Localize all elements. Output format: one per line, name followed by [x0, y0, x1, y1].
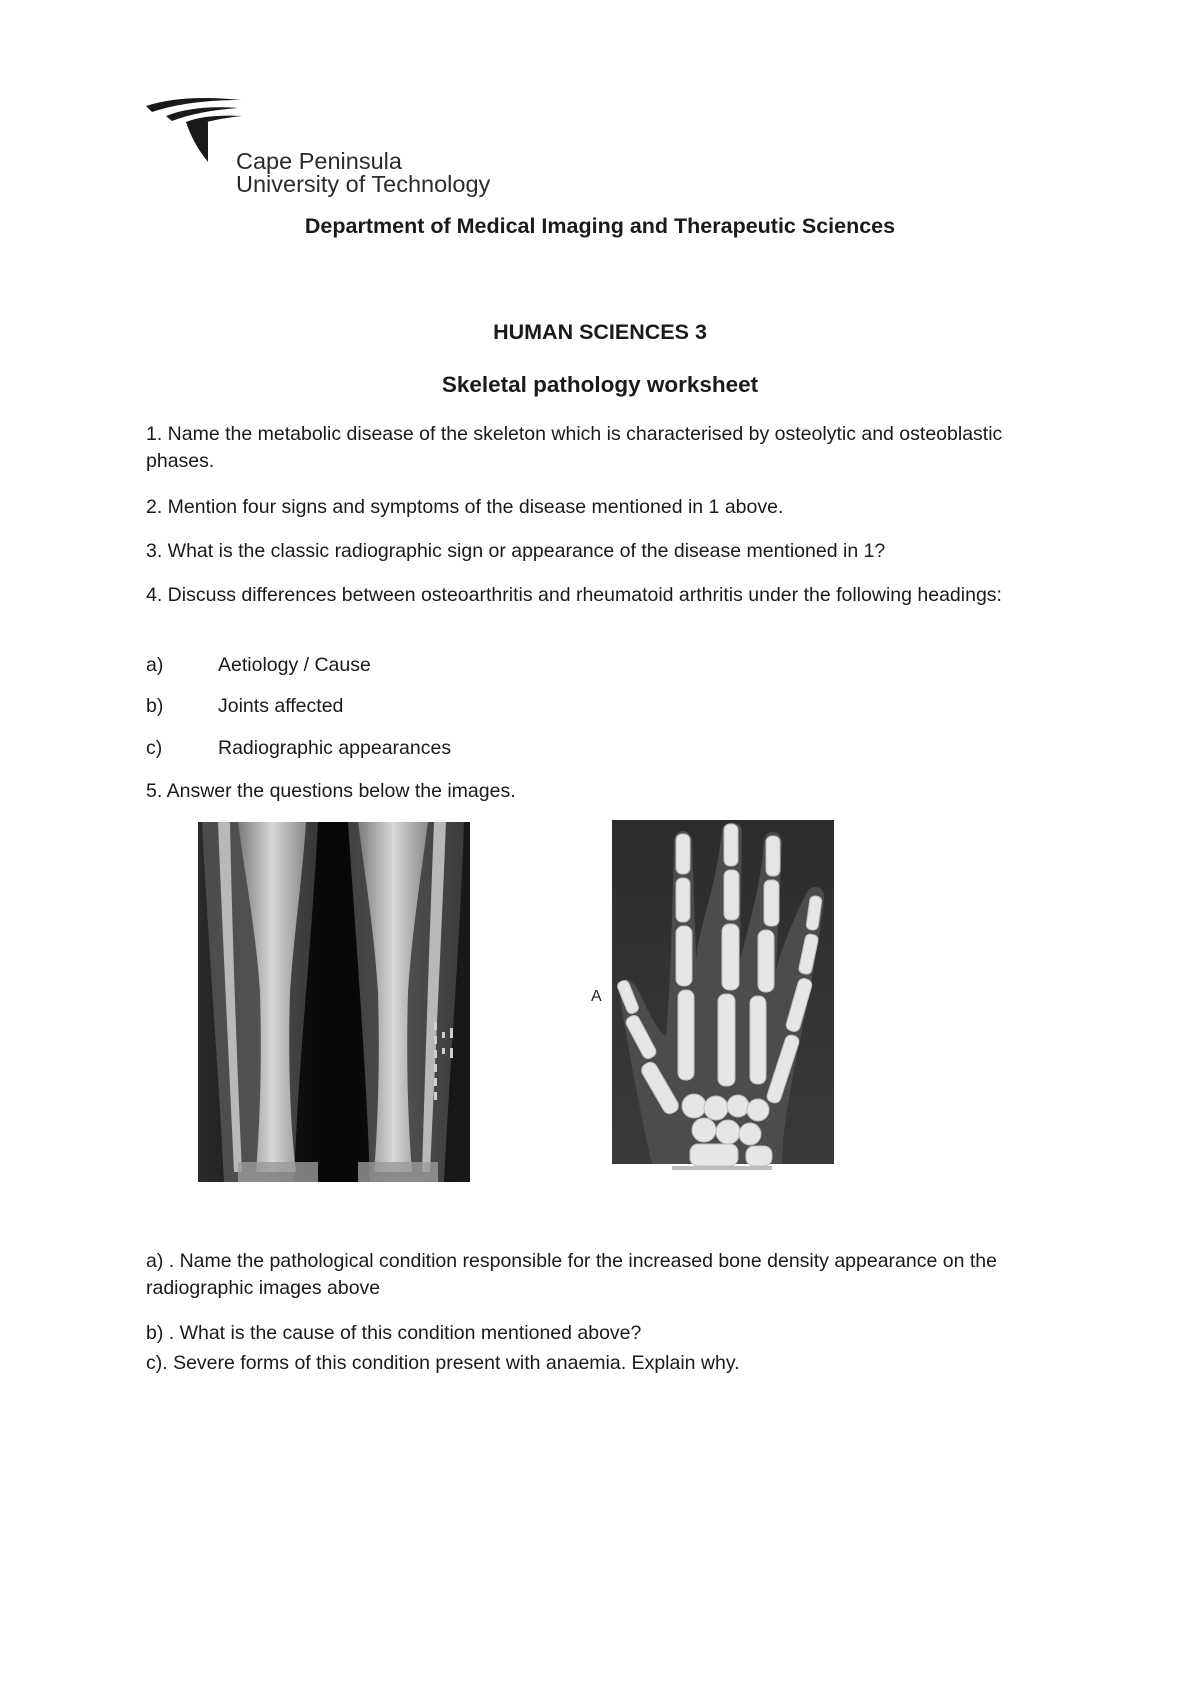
course-heading: HUMAN SCIENCES 3	[493, 320, 707, 344]
hand-xray-image	[612, 820, 834, 1172]
question-2: 2. Mention four signs and symptoms of the disease mentioned in 1 above.	[146, 496, 784, 518]
leg-xray-image	[198, 822, 470, 1182]
list-item-text: Aetiology / Cause	[218, 654, 371, 676]
logo-swoosh-icon	[146, 96, 246, 166]
list-item-text: Joints affected	[218, 695, 344, 717]
worksheet-title: Skeletal pathology worksheet	[441, 372, 759, 397]
question-4: 4. Discuss differences between osteoarthritis and rheumatoid arthritis under the following headings:	[146, 584, 1002, 606]
question-1: 1. Name the metabolic disease of the skeleton which is characterised by osteolytic and osteoblastic phases.	[146, 423, 1003, 472]
question-5: 5. Answer the questions below the images.	[146, 780, 516, 802]
list-item-letter: a)	[146, 654, 164, 676]
list-item-letter: c)	[146, 737, 163, 759]
logo-text-line2: University of Technology	[236, 171, 491, 197]
logo-text-line1: Cape Peninsula	[236, 148, 402, 174]
question-5a: a) . Name the pathological condition responsible for the increased bone density appearance on the radiographic images above	[146, 1250, 997, 1299]
question-5b: b) . What is the cause of this condition mentioned above?	[146, 1322, 642, 1344]
list-item	[146, 735, 451, 762]
question-3: 3. What is the classic radiographic sign or appearance of the disease mentioned in 1?	[146, 540, 886, 562]
list-item	[146, 693, 343, 720]
list-item-letter: b)	[146, 695, 164, 717]
list-item	[146, 652, 371, 679]
department-heading: Department of Medical Imaging and Therapeutic Sciences	[304, 214, 896, 238]
list-item-text: Radiographic appearances	[218, 737, 452, 759]
university-logo	[146, 96, 526, 200]
hand-image-label: A	[591, 988, 602, 1005]
question-5c: c). Severe forms of this condition present with anaemia. Explain why.	[146, 1352, 740, 1374]
